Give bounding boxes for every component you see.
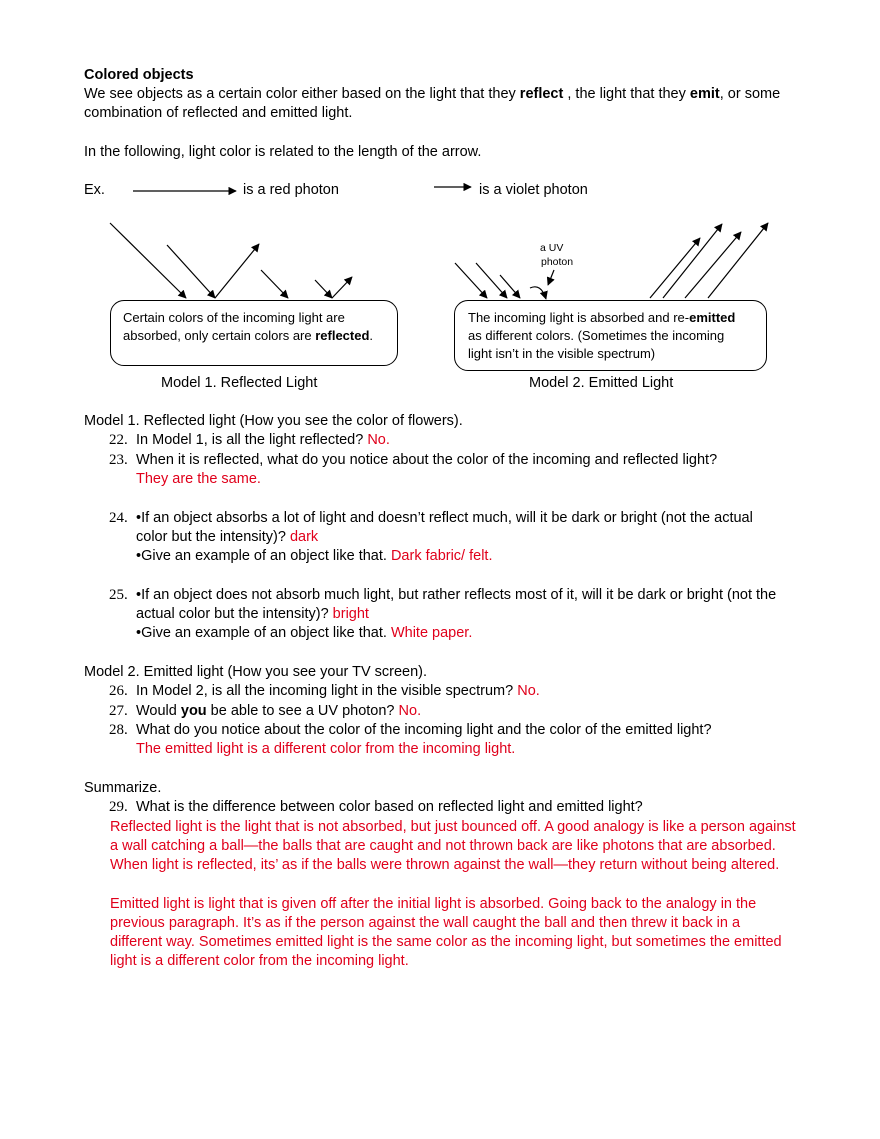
question-text: •Give an example of an object like that. bbox=[136, 548, 391, 564]
question-number: 22. bbox=[109, 432, 128, 448]
question-number: 27. bbox=[109, 703, 128, 719]
answer-paragraph-line: different way. Sometimes emitted light is the same color as the incoming light, but sometimes the emitted bbox=[110, 934, 782, 950]
incoming-arrow bbox=[110, 223, 186, 298]
uv-label-line1: a UV bbox=[540, 242, 564, 254]
question-24-line1: •If an object absorbs a lot of light and doesn’t reflect much, will it be dark or bright (not the actual bbox=[136, 510, 753, 526]
answer-paragraph-line: Emitted light is light that is given off after the initial light is absorbed. Going back to the analogy in the bbox=[110, 896, 757, 912]
answer-text: No. bbox=[367, 432, 390, 448]
answer-text: White paper. bbox=[390, 625, 473, 641]
section2-title: Model 2. Emitted light (How you see your TV screen). bbox=[84, 664, 428, 680]
incoming-arrow bbox=[455, 263, 487, 298]
question-text: color but the intensity)? bbox=[136, 529, 290, 545]
summarize-title: Summarize. bbox=[84, 780, 162, 796]
answer-paragraph-line: previous paragraph. It’s as if the person against the wall caught the ball and then threw it back in a bbox=[110, 915, 741, 931]
question-22 bbox=[136, 431, 390, 450]
light-arrows-diagram bbox=[0, 0, 880, 400]
question-27 bbox=[136, 702, 421, 721]
question-26 bbox=[136, 682, 540, 701]
answer-text: bright bbox=[332, 606, 369, 622]
incoming-arrow bbox=[476, 263, 507, 298]
intro-text: , the light that they bbox=[563, 86, 690, 102]
answer-paragraph-line: a wall catching a ball—the balls that are caught and not thrown back are like photons that are absorbed. bbox=[110, 838, 776, 854]
intro-text: We see objects as a certain color either based on the light that they bbox=[84, 86, 520, 102]
uv-label-line2: photon bbox=[541, 256, 574, 268]
model2-box-text: The incoming light is absorbed and re- bbox=[468, 310, 690, 325]
question-25-line1: •If an object does not absorb much light, but rather reflects most of it, will it be dark or bright (not the bbox=[136, 587, 777, 603]
reflected-arrow bbox=[215, 244, 259, 298]
answer-text: dark bbox=[289, 529, 319, 545]
uv-label-pointer bbox=[548, 270, 554, 285]
model1-box-text: absorbed, only certain colors are bbox=[123, 328, 316, 343]
question-text: Would bbox=[136, 703, 181, 719]
emit-word: emit bbox=[689, 86, 720, 102]
answer-text: No. bbox=[517, 683, 540, 699]
question-number: 23. bbox=[109, 452, 128, 468]
answer-paragraph-line: Reflected light is the light that is not absorbed, but just bounced off. A good analogy is like a person against bbox=[110, 819, 796, 835]
arrow-note: In the following, light color is related to the length of the arrow. bbox=[84, 144, 482, 160]
question-24-line3 bbox=[136, 547, 492, 566]
model1-box-line1: Certain colors of the incoming light are bbox=[123, 310, 345, 325]
question-number: 25. bbox=[109, 587, 128, 603]
uv-photon-arrow bbox=[530, 287, 546, 299]
example-label: Ex. bbox=[84, 182, 105, 198]
model1-caption: Model 1. Reflected Light bbox=[161, 375, 318, 391]
incoming-arrow bbox=[167, 245, 215, 298]
intro-text: , or some bbox=[719, 86, 781, 102]
page-title: Colored objects bbox=[84, 67, 194, 83]
answer-28: The emitted light is a different color from the incoming light. bbox=[136, 741, 516, 757]
model2-box-line3: light isn’t in the visible spectrum) bbox=[468, 346, 656, 361]
question-text: In Model 1, is all the light reflected? bbox=[136, 432, 368, 448]
question-number: 28. bbox=[109, 722, 128, 738]
you-word: you bbox=[180, 703, 207, 719]
question-25-line3 bbox=[136, 624, 472, 643]
section1-title: Model 1. Reflected light (How you see the color of flowers). bbox=[84, 413, 463, 429]
question-text: be able to see a UV photon? bbox=[206, 703, 399, 719]
incoming-arrow bbox=[261, 270, 288, 298]
incoming-arrow bbox=[315, 280, 332, 298]
answer-23: They are the same. bbox=[136, 471, 261, 487]
intro-line-2: combination of reflected and emitted light. bbox=[84, 105, 353, 121]
question-number: 26. bbox=[109, 683, 128, 699]
question-25-line2 bbox=[136, 605, 369, 624]
question-number: 29. bbox=[109, 799, 128, 815]
answer-text: No. bbox=[398, 703, 422, 719]
question-24-line2 bbox=[136, 528, 318, 547]
incoming-arrow bbox=[500, 275, 520, 298]
question-29: What is the difference between color based on reflected light and emitted light? bbox=[136, 799, 643, 815]
answer-paragraph-line: When light is reflected, its’ as if the balls were thrown against the wall—they return without being altered. bbox=[110, 857, 780, 873]
question-text: •Give an example of an object like that. bbox=[136, 625, 391, 641]
emitted-arrow bbox=[663, 224, 722, 298]
question-23: When it is reflected, what do you notice about the color of the incoming and reflected light? bbox=[136, 452, 718, 468]
reflected-word: reflected bbox=[315, 328, 370, 343]
emitted-arrow bbox=[685, 232, 741, 298]
question-28: What do you notice about the color of the incoming light and the color of the emitted light? bbox=[136, 722, 712, 738]
red-photon-label: is a red photon bbox=[243, 182, 339, 198]
emitted-word: emitted bbox=[689, 310, 736, 325]
model2-box-line2: as different colors. (Sometimes the incoming bbox=[468, 328, 725, 343]
violet-photon-label: is a violet photon bbox=[479, 182, 588, 198]
reflected-arrow bbox=[332, 277, 352, 298]
answer-paragraph-line: light is a different color from the incoming light. bbox=[110, 953, 409, 969]
question-text: In Model 2, is all the incoming light in the visible spectrum? bbox=[136, 683, 518, 699]
model2-caption: Model 2. Emitted Light bbox=[529, 375, 674, 391]
reflect-word: reflect bbox=[519, 86, 564, 102]
answer-text: Dark fabric/ felt. bbox=[390, 548, 493, 564]
question-text: actual color but the intensity)? bbox=[136, 606, 333, 622]
model1-box-period: . bbox=[369, 328, 374, 343]
question-number: 24. bbox=[109, 510, 128, 526]
